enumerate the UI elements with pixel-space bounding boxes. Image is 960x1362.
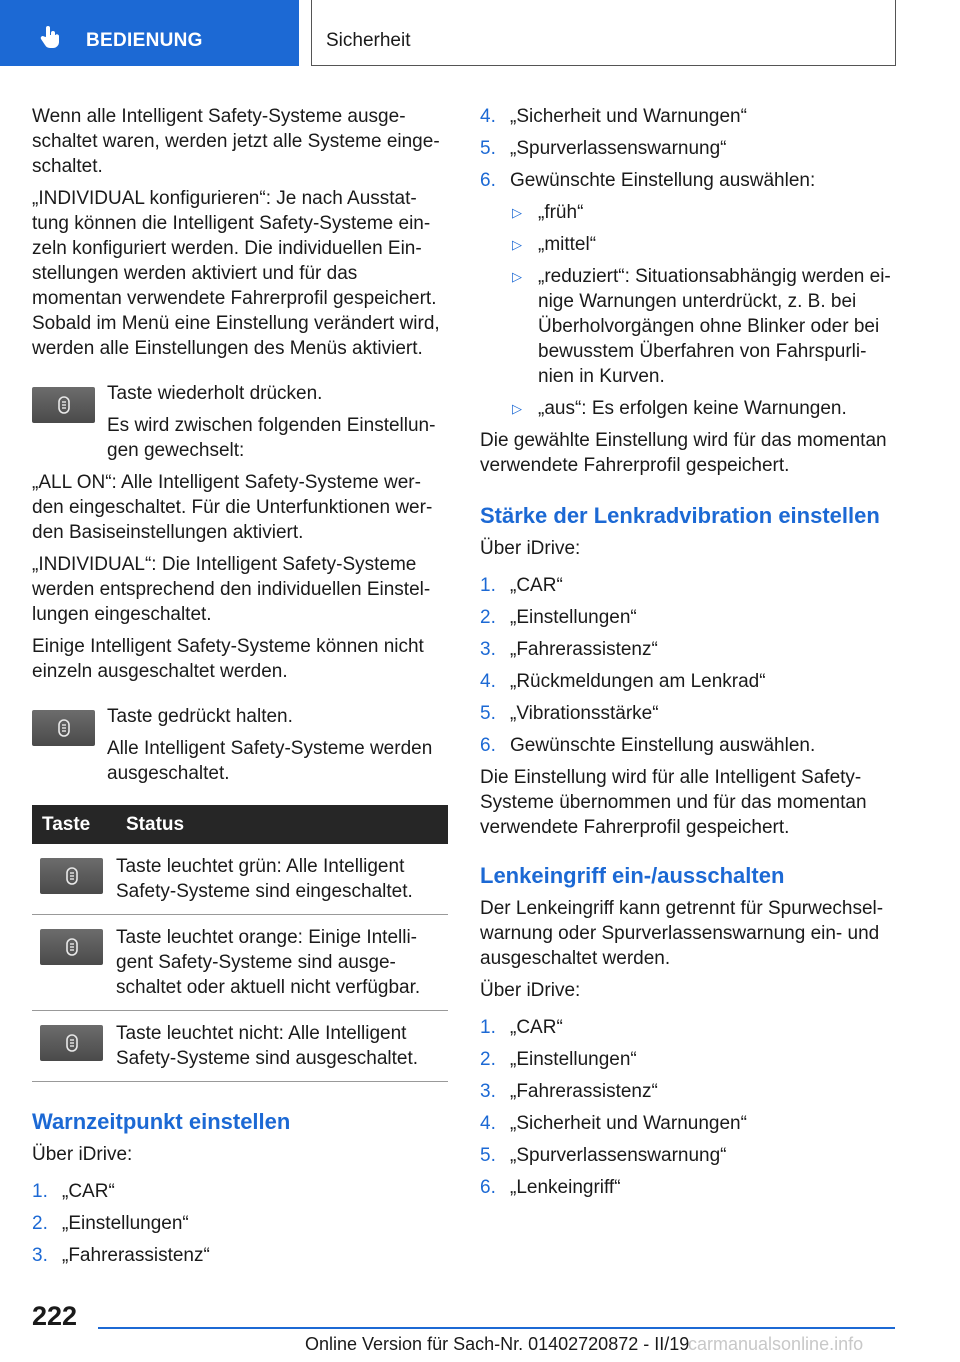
- list-item: 3. „Fahrerassistenz“: [480, 1081, 658, 1102]
- individual-paragraph: „INDIVIDUAL“: Die Intelligent Safety-Systeme werden entsprechend den individuellen Einstel-lungen eingeschaltet.: [32, 554, 431, 625]
- list-item: 5. „Spurverlassenswarnung“: [480, 1145, 727, 1166]
- list-item: ▷ „aus“: Es erfolgen keine Warnungen.: [512, 398, 847, 419]
- list-item: ▷ „mittel“: [512, 234, 597, 255]
- watermark: carmanualsonline.info: [688, 1334, 864, 1354]
- status-table: [32, 805, 448, 1082]
- list-item: 6. Gewünschte Einstellung auswählen.: [480, 735, 816, 756]
- list-item: 3. „Fahrerassistenz“: [32, 1245, 210, 1266]
- list-item: 2. „Einstellungen“: [480, 1049, 637, 1070]
- list-item: 4. „Sicherheit und Warnungen“: [480, 1113, 747, 1134]
- press-hold-block: [32, 704, 448, 786]
- steps-list-a: [32, 1179, 448, 1268]
- switch-text: Es wird zwischen folgenden Einstellun-gen gewechselt:: [107, 415, 436, 461]
- right-column: [480, 104, 900, 1207]
- section-label: Sicherheit: [326, 30, 411, 51]
- safety-system-icon: [54, 718, 74, 738]
- triangle-bullet-icon: ▷: [512, 237, 522, 252]
- press-repeat-text: Taste wiederholt drücken.: [107, 383, 323, 404]
- individual-config-paragraph: „INDIVIDUAL konfigurieren“: Je nach Ausstat-tung können die Intelligent Safety-Systeme ein-zeln konfiguriert werden. Die individuellen Ein-stellungen werden aktiviert und für das momentan verwendete Fahrerprofil gespeichert. Sobald im Menü eine Einstellung verändert wird, werden alle Einstellungen des Menüs aktiviert.: [32, 188, 440, 359]
- list-item: 2. „Einstellungen“: [32, 1213, 189, 1234]
- steps-list-b: [480, 573, 900, 758]
- section-header: [311, 0, 896, 66]
- idrive-label: Über iDrive:: [480, 980, 581, 1001]
- chapter-tab: [0, 0, 299, 66]
- some-systems-paragraph: Einige Intelligent Safety-Systeme können nicht einzeln ausgeschaltet werden.: [32, 636, 424, 682]
- table-row: [32, 1011, 448, 1082]
- vibration-note: Die Einstellung wird für alle Intelligent Safety-Systeme übernommen und für das momentan verwendete Fahrerprofil gespeichert.: [480, 767, 867, 838]
- chapter-label: BEDIENUNG: [86, 30, 203, 51]
- triangle-bullet-icon: ▷: [512, 401, 522, 416]
- triangle-bullet-icon: ▷: [512, 269, 522, 284]
- list-item: ▷ „reduziert“: Situationsabhängig werden ei-nige Warnungen unterdrückt, z. B. bei Überholvorgängen ohne Blinker oder bei bewusstem Überfahren von Fahrspurli-nien in Kurven.: [512, 266, 891, 387]
- safety-button-image: [32, 387, 95, 423]
- safety-system-icon: [62, 937, 82, 957]
- button-green-image: [40, 858, 103, 894]
- all-off-text: Alle Intelligent Safety-Systeme werden ausgeschaltet.: [107, 738, 433, 784]
- list-item: 3. „Fahrerassistenz“: [480, 639, 658, 660]
- list-item: 4. „Rückmeldungen am Lenkrad“: [480, 671, 766, 692]
- press-hold-text: Taste gedrückt halten.: [107, 706, 293, 727]
- steps-list-c: [480, 1015, 900, 1200]
- safety-system-icon: [62, 866, 82, 886]
- safety-system-icon: [62, 1033, 82, 1053]
- option-list: [510, 200, 900, 421]
- list-item: 1. „CAR“: [480, 1017, 563, 1038]
- table-header-status: Status: [116, 805, 448, 844]
- safety-button-image: [32, 710, 95, 746]
- list-item: 2. „Einstellungen“: [480, 607, 637, 628]
- table-row: [32, 915, 448, 1011]
- list-item: 6. „Lenkeingriff“: [480, 1177, 621, 1198]
- list-item: 5. „Spurverlassenswarnung“: [480, 138, 727, 159]
- heading-vibration: Stärke der Lenkradvibration einstellen: [480, 503, 880, 528]
- all-on-paragraph: „ALL ON“: Alle Intelligent Safety-Systeme wer-den eingeschaltet. Für die Unterfunktionen wer-den Basiseinstellungen aktiviert.: [32, 472, 433, 543]
- footer-divider: [98, 1327, 895, 1329]
- heading-warning-time: Warnzeitpunkt einstellen: [32, 1109, 291, 1134]
- table-cell-status: Taste leuchtet grün: Alle Intelligent Safety-Systeme sind eingeschaltet.: [116, 844, 448, 915]
- steering-intervention-text: Der Lenkeingriff kann getrennt für Spurwechsel-warnung oder Spurverlassenswarnung ein- und ausgeschaltet werden.: [480, 898, 884, 969]
- button-orange-image: [40, 929, 103, 965]
- button-off-image: [40, 1025, 103, 1061]
- list-item: 1. „CAR“: [480, 575, 563, 596]
- press-repeat-block: [32, 381, 448, 463]
- list-item: 1. „CAR“: [32, 1181, 115, 1202]
- list-item: ▷ „früh“: [512, 202, 584, 223]
- list-item: 4. „Sicherheit und Warnungen“: [480, 106, 747, 127]
- hand-pointer-icon: [38, 24, 64, 50]
- saved-note: Die gewählte Einstellung wird für das momentan verwendete Fahrerprofil gespeichert.: [480, 430, 887, 476]
- left-column: [32, 104, 448, 1275]
- list-item: 5. „Vibrationsstärke“: [480, 703, 659, 724]
- footer-online-version: Online Version für Sach-Nr. 01402720872 - II/19: [305, 1334, 690, 1354]
- heading-steering-intervention: Lenkeingriff ein-/ausschalten: [480, 863, 785, 888]
- idrive-label: Über iDrive:: [480, 538, 581, 559]
- table-row: [32, 844, 448, 915]
- steps-list-a-continued: [480, 104, 900, 193]
- page-number: 222: [32, 1301, 78, 1331]
- triangle-bullet-icon: ▷: [512, 205, 522, 220]
- idrive-label: Über iDrive:: [32, 1144, 133, 1165]
- intro-paragraph: Wenn alle Intelligent Safety-Systeme ausge-schaltet waren, werden jetzt alle Systeme einge-schaltet.: [32, 106, 440, 177]
- table-cell-status: Taste leuchtet nicht: Alle Intelligent Safety-Systeme sind ausgeschaltet.: [116, 1011, 448, 1082]
- table-header-key: Taste: [32, 805, 116, 844]
- table-cell-status: Taste leuchtet orange: Einige Intelli-gent Safety-Systeme sind ausge-schaltet oder aktuell nicht verfügbar.: [116, 915, 448, 1011]
- list-item: 6. Gewünschte Einstellung auswählen:: [480, 170, 816, 191]
- safety-system-icon: [54, 395, 74, 415]
